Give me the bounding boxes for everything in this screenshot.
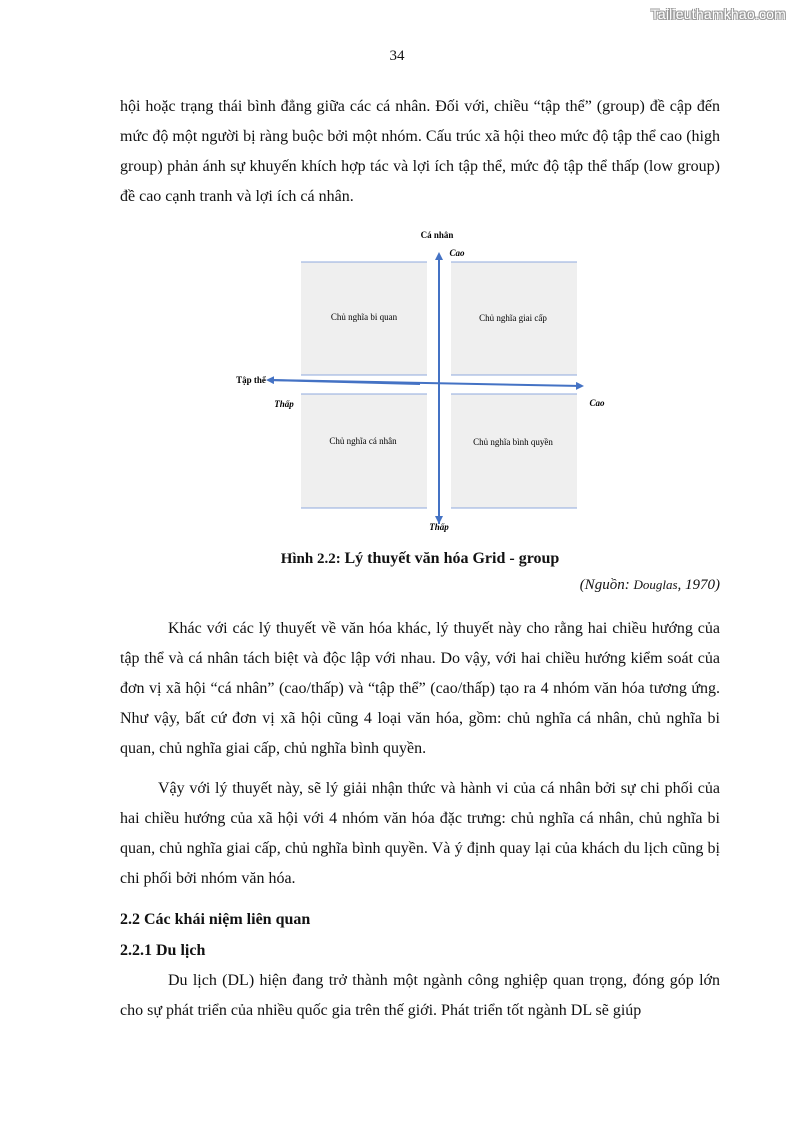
figure-caption — [120, 546, 720, 572]
page-content — [120, 92, 720, 1026]
figure-caption-label: Hình 2.2: — [280, 551, 341, 567]
figure-caption-title: Lý thuyết văn hóa Grid - group — [344, 550, 560, 567]
quadrant-bottom-left-label: Chủ nghĩa cá nhân — [329, 436, 397, 446]
x-axis-title: Tập thể — [236, 375, 266, 385]
y-axis-low-label: Thấp — [429, 522, 449, 532]
figure-source — [120, 572, 720, 598]
y-axis-high-label: Cao — [449, 248, 465, 258]
quadrant-bottom-right-label: Chủ nghĩa bình quyền — [473, 437, 553, 447]
quadrant-bottom-left — [301, 394, 427, 508]
paragraph-4: Du lịch (DL) hiện đang trở thành một ngành công nghiệp quan trọng, đóng góp lớn cho sự phát triển của nhiều quốc gia trên thế giới. Phát triển tốt ngành DL sẽ giúp — [120, 972, 720, 1019]
page-number: 34 — [389, 48, 405, 64]
figure-source-author: Douglas — [633, 577, 678, 592]
figure-source-suffix: , 1970) — [677, 577, 720, 593]
paragraph-2: Khác với các lý thuyết về văn hóa khác, lý thuyết này cho rằng hai chiều hướng của tập thể và cá nhân tách biệt và độc lập với nhau. Do vậy, với hai chiều hướng kiểm soát của đơn vị xã hội “cá nhân” (cao/thấp) và “tập thể” (cao/thấp) tạo ra 4 nhóm văn hóa tương ứng. Như vậy, bất cứ đơn vị xã hội cũng 4 loại văn hóa, gồm: chủ nghĩa cá nhân, chủ nghĩa bi quan, chủ nghĩa giai cấp, chủ nghĩa bình quyền. — [120, 620, 720, 757]
quadrant-top-left-label: Chủ nghĩa bi quan — [330, 312, 398, 322]
subsection-heading: 2.2.1 Du lịch — [120, 942, 206, 959]
grid-group-figure — [120, 222, 720, 542]
paragraph-3: Vậy với lý thuyết này, sẽ lý giải nhận thức và hành vi của cá nhân bởi sự chi phối của hai chiều hướng của xã hội với 4 nhóm văn hóa đặc trưng: chủ nghĩa cá nhân, chủ nghĩa bi quan, chủ nghĩa giai cấp, chủ nghĩa bình quyền. Và ý định quay lại của khách du lịch cũng bị chi phối bởi nhóm văn hóa. — [120, 780, 720, 887]
quadrant-top-right-label: Chủ nghĩa giai cấp — [479, 313, 547, 323]
x-axis-low-label: Thấp — [274, 399, 294, 409]
x-axis-high-label: Cao — [589, 398, 605, 408]
figure-source-prefix: (Nguồn: — [579, 577, 634, 593]
watermark: Tailieuthamkhao.com — [650, 6, 786, 22]
quadrant-bottom-right — [451, 394, 577, 508]
grid-group-diagram — [120, 222, 720, 542]
section-heading: 2.2 Các khái niệm liên quan — [120, 911, 311, 928]
y-axis-title: Cá nhân — [420, 230, 454, 240]
paragraph-1: hội hoặc trạng thái bình đẳng giữa các cá nhân. Đối với, chiều “tập thể” (group) đề cập đến mức độ một người bị ràng buộc bởi một nhóm. Cấu trúc xã hội theo mức độ tập thể cao (high group) phản ánh sự khuyến khích hợp tác và lợi ích tập thể, mức độ tập thể thấp (low group) đề cao cạnh tranh và lợi ích cá nhân. — [120, 98, 720, 205]
